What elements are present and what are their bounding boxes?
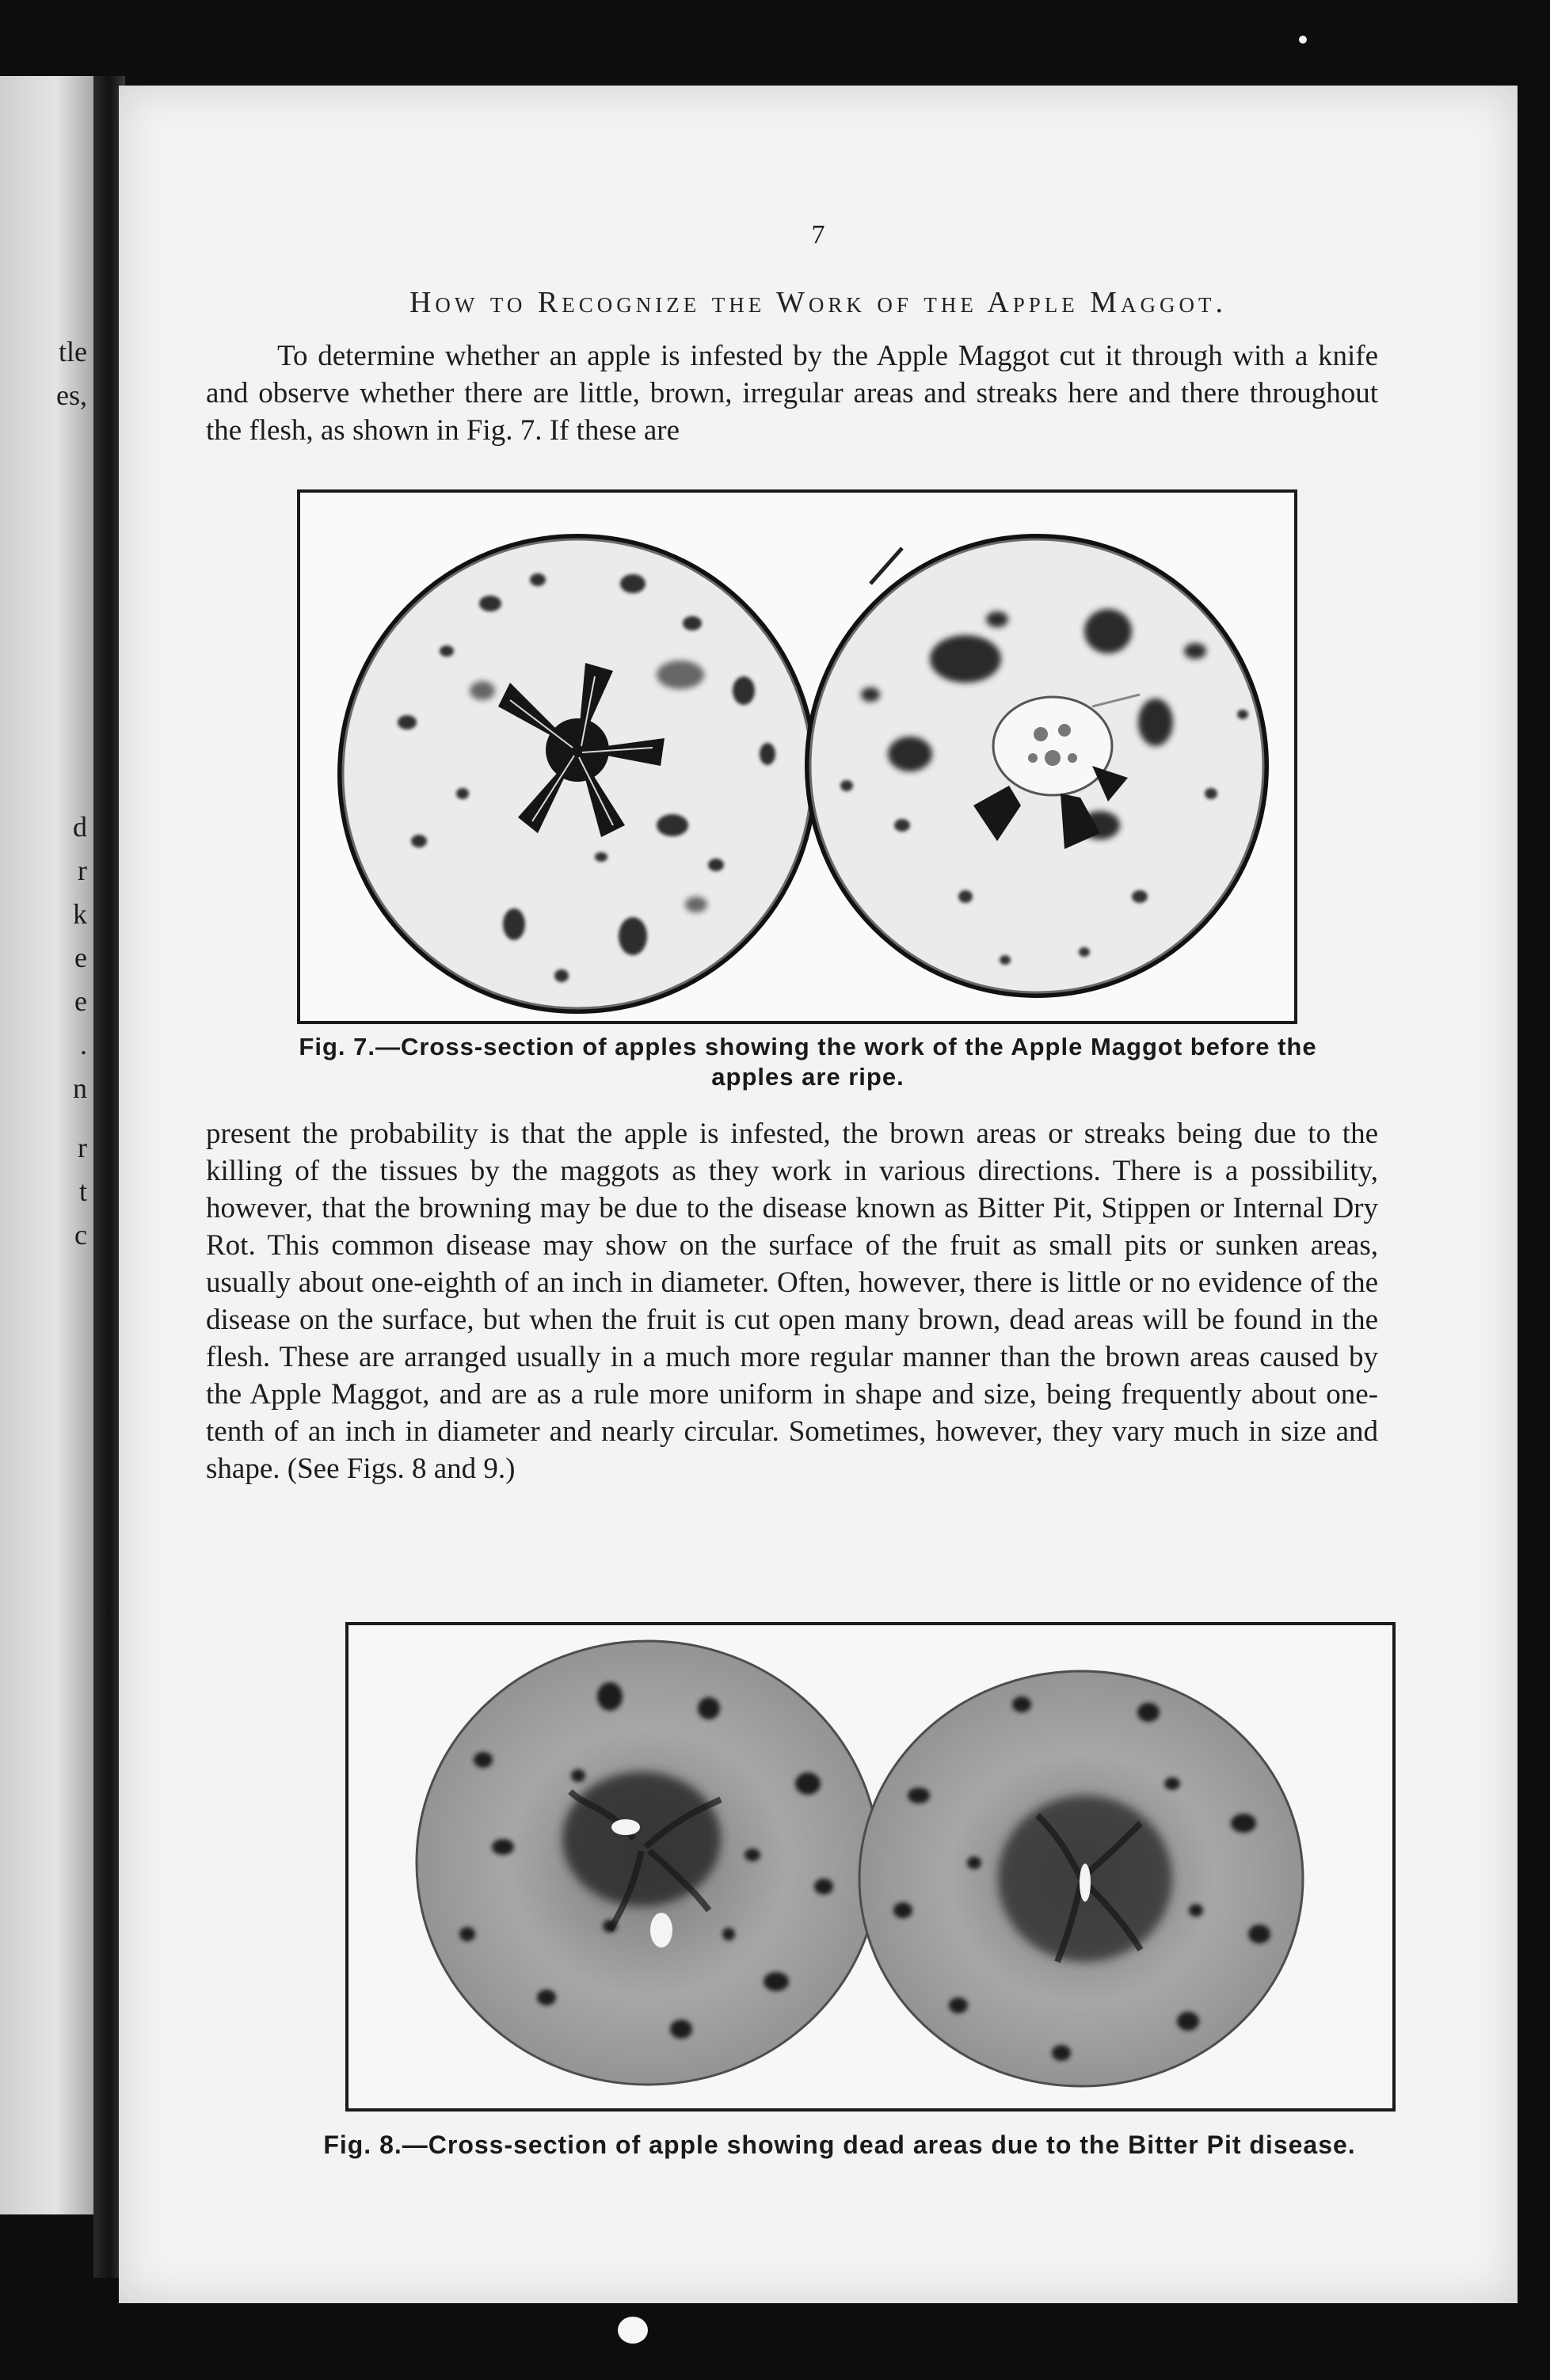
left-page-fragment: r: [78, 1132, 87, 1163]
apple-slice-right: [807, 536, 1266, 996]
left-page-fragment: t: [78, 1175, 87, 1207]
left-page-fragment: r: [78, 855, 87, 886]
bitter-pit-apple-left: [417, 1641, 879, 2085]
figure-7-image: [297, 489, 1297, 1024]
left-page-fragment: tle: [59, 336, 87, 367]
left-page-fragment: e: [74, 942, 87, 973]
left-page-fragment: es,: [56, 379, 87, 411]
left-page-fragment: e: [74, 985, 87, 1017]
left-page-fragment: d: [73, 811, 87, 843]
bitter-pit-apple-right: [859, 1671, 1303, 2086]
page-number: 7: [811, 220, 825, 249]
section-heading: How to Recognize the Work of the Apple Maggot.: [409, 286, 1228, 319]
figure-7-caption: Fig. 7.—Cross-section of apples showing the work of the Apple Maggot before the apples are ripe.: [299, 1033, 1317, 1091]
left-page-fragment: .: [80, 1029, 87, 1061]
left-page-fragment: k: [73, 898, 87, 930]
figure-8-image: [345, 1622, 1396, 2112]
left-page-fragment: c: [74, 1219, 87, 1251]
apple-slice-left: [340, 536, 815, 1011]
paragraph-bitter-pit: present the probability is that the apple is infested, the brown areas or streaks being due to the killing of the tissues by the maggots as they work in various directions. There is a possibility, however, that the browning may be due to the disease known as Bitter Pit, Stippen or Internal Dry Rot. This common disease may show on the surface of the fruit as small pits or sunken areas, usually about one-eighth of an inch in diameter. Often, however, there is little or no evidence of the disease on the surface, but when the fruit is cut open many brown, dead areas will be found in the flesh. These are arranged usually in a much more regular manner than the brown areas caused by the Apple Maggot, and are as a rule more uniform in shape and size, being frequently about one-tenth of an inch in diameter and nearly circular. Sometimes, however, they vary much in size and shape. (See Figs. 8 and 9.): [206, 1118, 1378, 1485]
book-page: [119, 86, 1518, 2303]
figure-8-caption: Fig. 8.—Cross-section of apple showing dead areas due to the Bitter Pit disease.: [323, 2131, 1356, 2159]
scan-speck: [618, 2317, 648, 2344]
left-page-fragment: n: [73, 1072, 87, 1104]
paragraph-intro: To determine whether an apple is infested by the Apple Maggot cut it through with a knife and observe whether there are little, brown, irregular areas and streaks here and there throughout the flesh, as shown in Fig. 7. If these are: [206, 340, 1378, 447]
left-facing-page: [0, 76, 93, 2214]
scan-speck: [1299, 36, 1307, 44]
